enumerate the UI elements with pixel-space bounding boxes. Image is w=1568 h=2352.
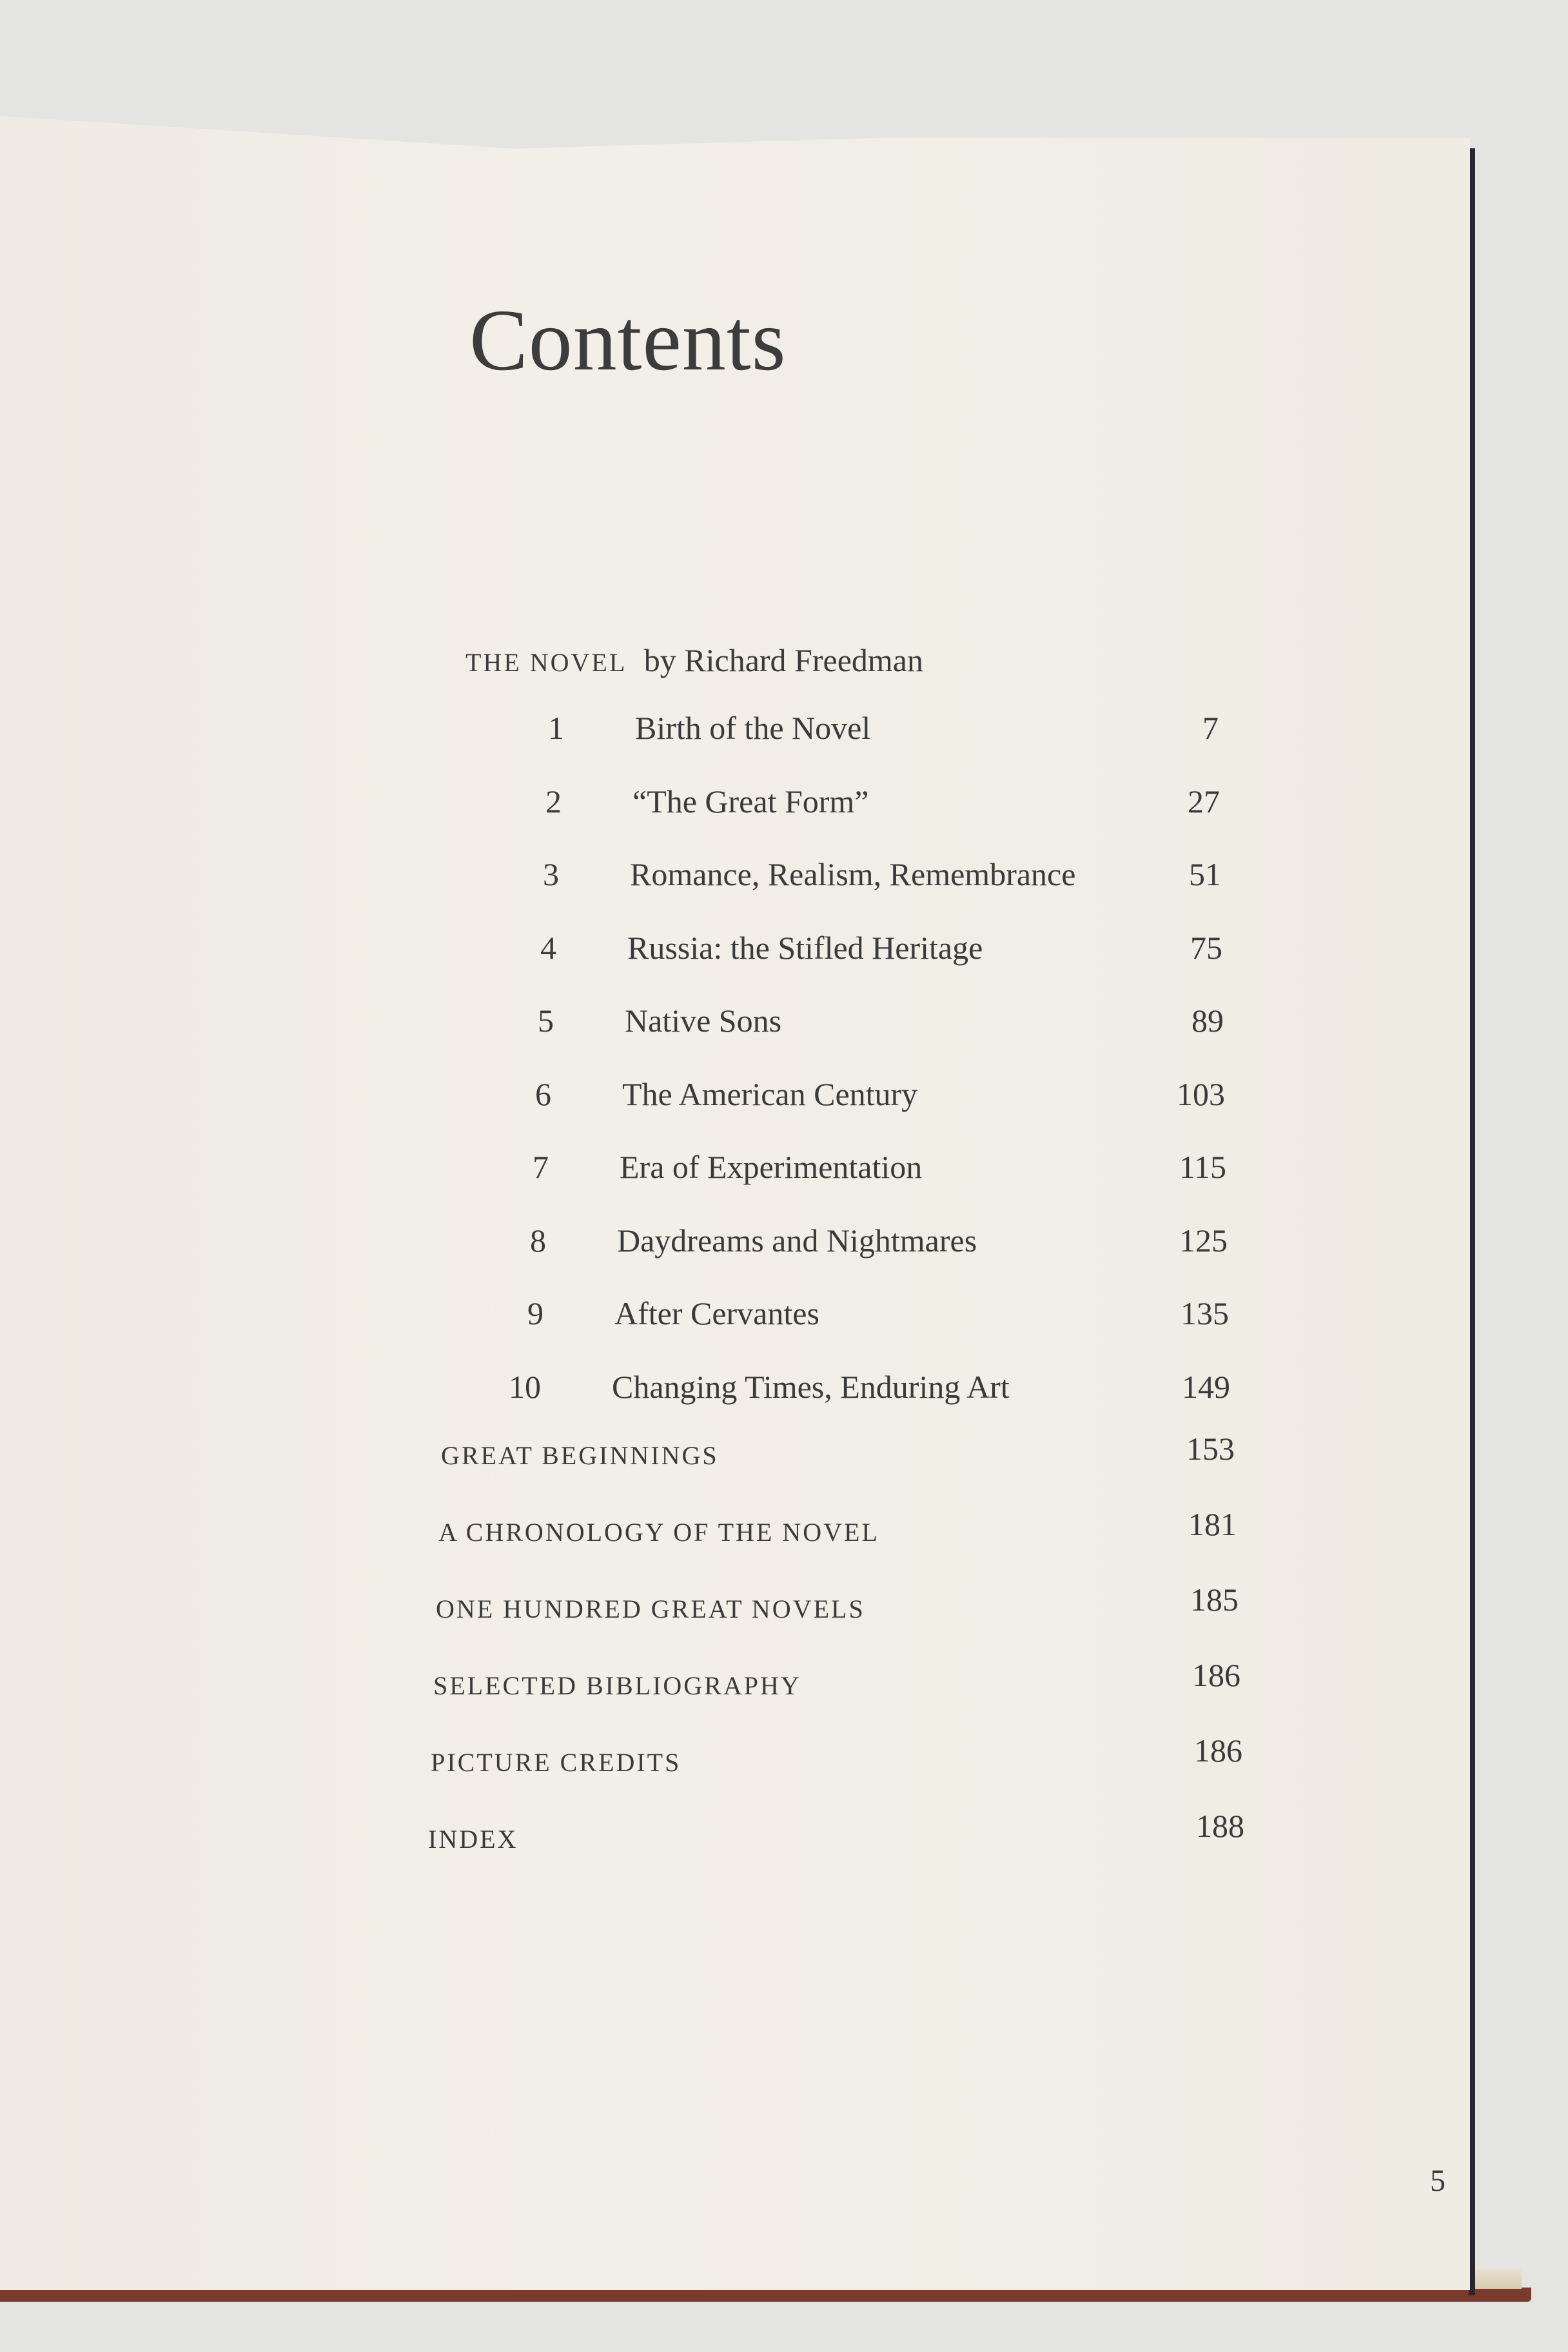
page-title: Contents bbox=[469, 292, 787, 389]
chapter-title: The American Century bbox=[622, 1075, 918, 1112]
backmatter-title: INDEX bbox=[428, 1825, 518, 1854]
chapter-page: 149 bbox=[1182, 1368, 1230, 1405]
section-heading bbox=[466, 642, 923, 679]
page-number: 5 bbox=[1430, 2164, 1446, 2198]
backmatter-page: 153 bbox=[1186, 1431, 1235, 1467]
chapter-number: 5 bbox=[538, 1003, 554, 1039]
chapter-page: 89 bbox=[1191, 1003, 1224, 1039]
chapter-page: 115 bbox=[1179, 1149, 1226, 1185]
book-page bbox=[0, 116, 1470, 2290]
chapter-page: 7 bbox=[1202, 710, 1219, 746]
section-byline: by Richard Freedman bbox=[643, 642, 923, 678]
backmatter-title: ONE HUNDRED GREAT NOVELS bbox=[436, 1594, 865, 1623]
backmatter-title: A CHRONOLOGY OF THE NOVEL bbox=[438, 1518, 879, 1547]
chapter-number: 7 bbox=[533, 1149, 549, 1185]
chapter-number: 2 bbox=[545, 783, 562, 819]
backmatter-page: 188 bbox=[1196, 1808, 1244, 1844]
chapter-title: Daydreams and Nightmares bbox=[617, 1222, 977, 1259]
backmatter-title: PICTURE CREDITS bbox=[431, 1748, 681, 1777]
chapter-title: Russia: the Stifled Heritage bbox=[627, 929, 983, 966]
chapter-title: Changing Times, Enduring Art bbox=[612, 1368, 1010, 1405]
chapter-page: 135 bbox=[1181, 1295, 1229, 1331]
chapter-title: Era of Experimentation bbox=[620, 1149, 923, 1185]
backmatter-page: 186 bbox=[1192, 1657, 1240, 1693]
chapter-page: 75 bbox=[1190, 929, 1222, 966]
chapter-page: 125 bbox=[1179, 1222, 1228, 1259]
chapter-number: 10 bbox=[509, 1368, 541, 1405]
chapter-page: 51 bbox=[1189, 856, 1221, 892]
chapter-title: Romance, Realism, Remembrance bbox=[630, 856, 1076, 892]
section-label: THE NOVEL bbox=[466, 648, 627, 677]
chapter-page: 103 bbox=[1177, 1075, 1225, 1112]
chapter-number: 6 bbox=[535, 1075, 551, 1112]
chapter-number: 8 bbox=[530, 1222, 546, 1259]
chapter-number: 4 bbox=[540, 929, 556, 966]
chapter-title: “The Great Form” bbox=[632, 783, 869, 819]
chapter-number: 9 bbox=[527, 1295, 544, 1331]
chapter-title: Native Sons bbox=[625, 1003, 782, 1039]
chapter-number: 1 bbox=[548, 710, 564, 746]
chapter-page: 27 bbox=[1188, 783, 1220, 819]
backmatter-page: 186 bbox=[1194, 1732, 1242, 1769]
backmatter-title: GREAT BEGINNINGS bbox=[441, 1441, 719, 1470]
backmatter-page: 181 bbox=[1188, 1506, 1237, 1542]
chapter-title: Birth of the Novel bbox=[635, 710, 871, 746]
backmatter-page: 185 bbox=[1190, 1582, 1239, 1618]
chapter-title: After Cervantes bbox=[614, 1295, 819, 1331]
backmatter-title: SELECTED BIBLIOGRAPHY bbox=[433, 1671, 801, 1700]
chapter-number: 3 bbox=[543, 856, 559, 892]
